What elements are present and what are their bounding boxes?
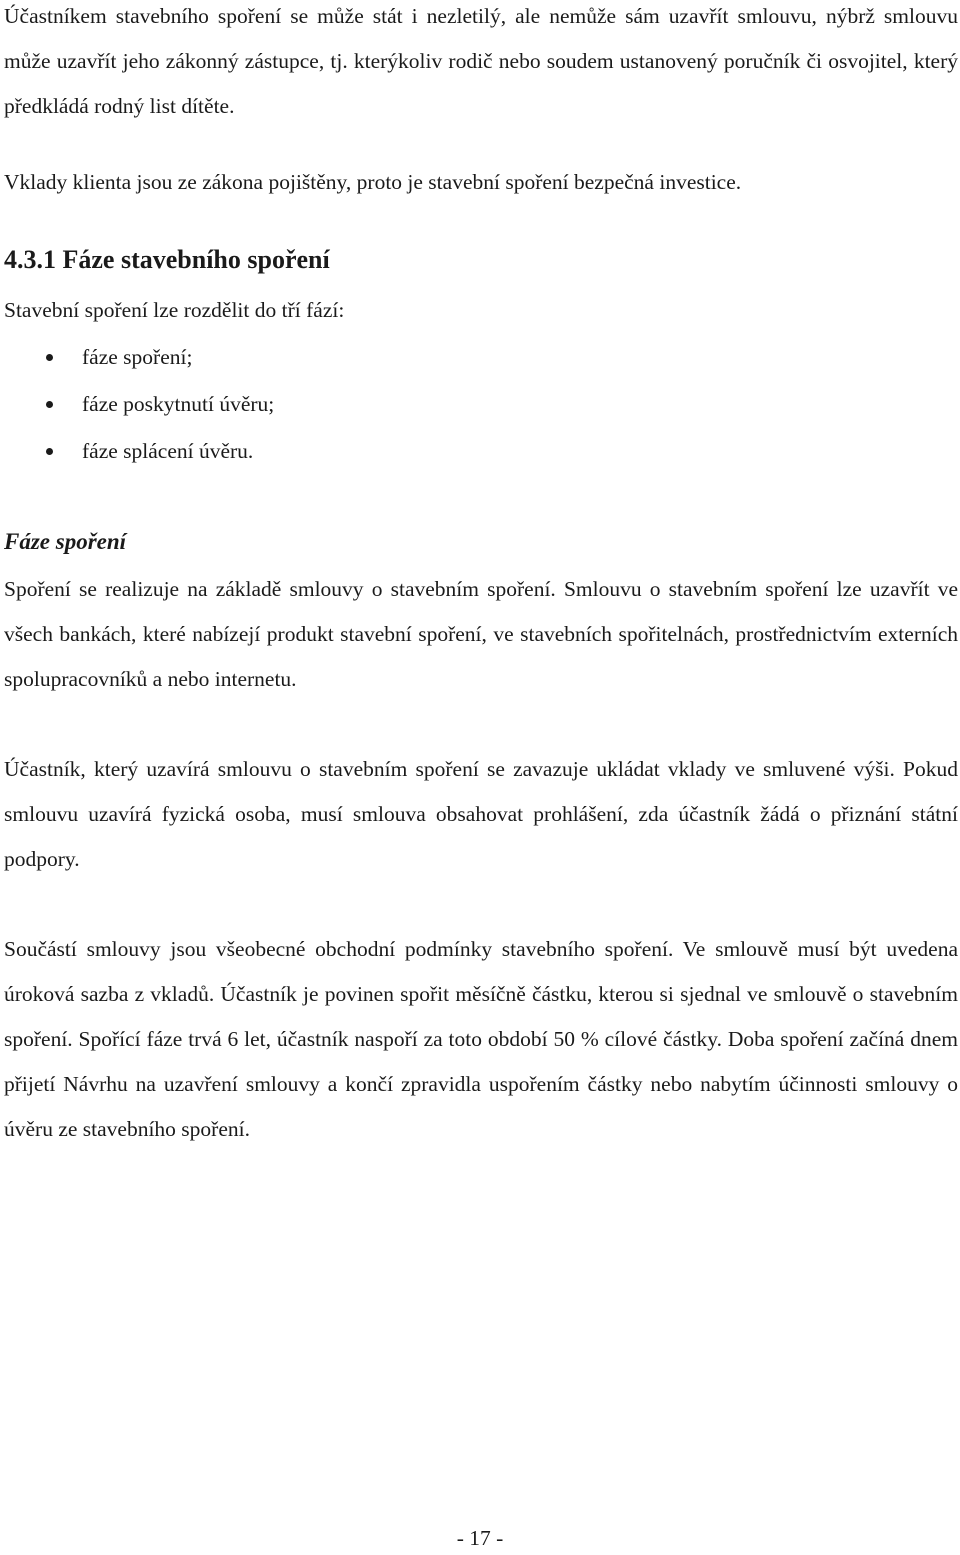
- intro-paragraph-minors: Účastníkem stavebního spoření se může stát i nezletilý, ale nemůže sám uzavřít smlouvu, nýbrž smlouvu může uzavřít jeho zákonný zástupce, tj. kterýkoliv rodič nebo soudem ustanovený poručník či osvojitel, který předkládá rodný list dítěte.: [4, 4, 958, 118]
- page-number: - 17 -: [456, 1526, 504, 1550]
- list-item: [4, 428, 274, 475]
- savings-paragraph-terms: Součástí smlouvy jsou všeobecné obchodní podmínky stavebního spoření. Ve smlouvě musí být uvedena úroková sazba z vkladů. Účastník je povinen spořit měsíčně částku, kterou si sjednal ve smlouvě o stavebním spoření. Spořící fáze trvá 6 let, účastník naspoří za toto období 50 % cílové částky. Doba spoření začíná dnem přijetí Návrhu na uzavření smlouvy a končí zpravidla uspořením částky nebo nabytím účinnosti smlouvy o úvěru ze stavebního spoření.: [4, 937, 958, 1141]
- section-lead: Stavební spoření lze rozdělit do tří fází:: [4, 298, 345, 322]
- phases-list: [4, 334, 274, 475]
- savings-paragraph-contract: Spoření se realizuje na základě smlouvy o stavebním spoření. Smlouvu o stavebním spoření lze uzavřít ve všech bankách, které nabízejí produkt stavební spoření, ve stavebních spořitelnách, prostřednictvím externích spolupracovníků a nebo internetu.: [4, 577, 958, 691]
- subsection-heading: Fáze spoření: [4, 529, 127, 554]
- list-item: [4, 381, 274, 428]
- list-item-text: fáze spoření;: [82, 345, 193, 369]
- bullet-icon: [46, 448, 53, 455]
- savings-paragraph-deposits: Účastník, který uzavírá smlouvu o stavebním spoření se zavazuje ukládat vklady ve smluvené výši. Pokud smlouvu uzavírá fyzická osoba, musí smlouva obsahovat prohlášení, zda účastník žádá o přiznání státní podpory.: [4, 757, 958, 871]
- list-item: [4, 334, 274, 381]
- list-item-text: fáze poskytnutí úvěru;: [82, 392, 275, 416]
- intro-paragraph-insurance: Vklady klienta jsou ze zákona pojištěny, proto je stavební spoření bezpečná investice.: [4, 170, 742, 194]
- bullet-icon: [46, 354, 53, 361]
- list-item-text: fáze splácení úvěru.: [82, 439, 254, 463]
- section-heading: 4.3.1 Fáze stavebního spoření: [4, 245, 330, 274]
- bullet-icon: [46, 401, 53, 408]
